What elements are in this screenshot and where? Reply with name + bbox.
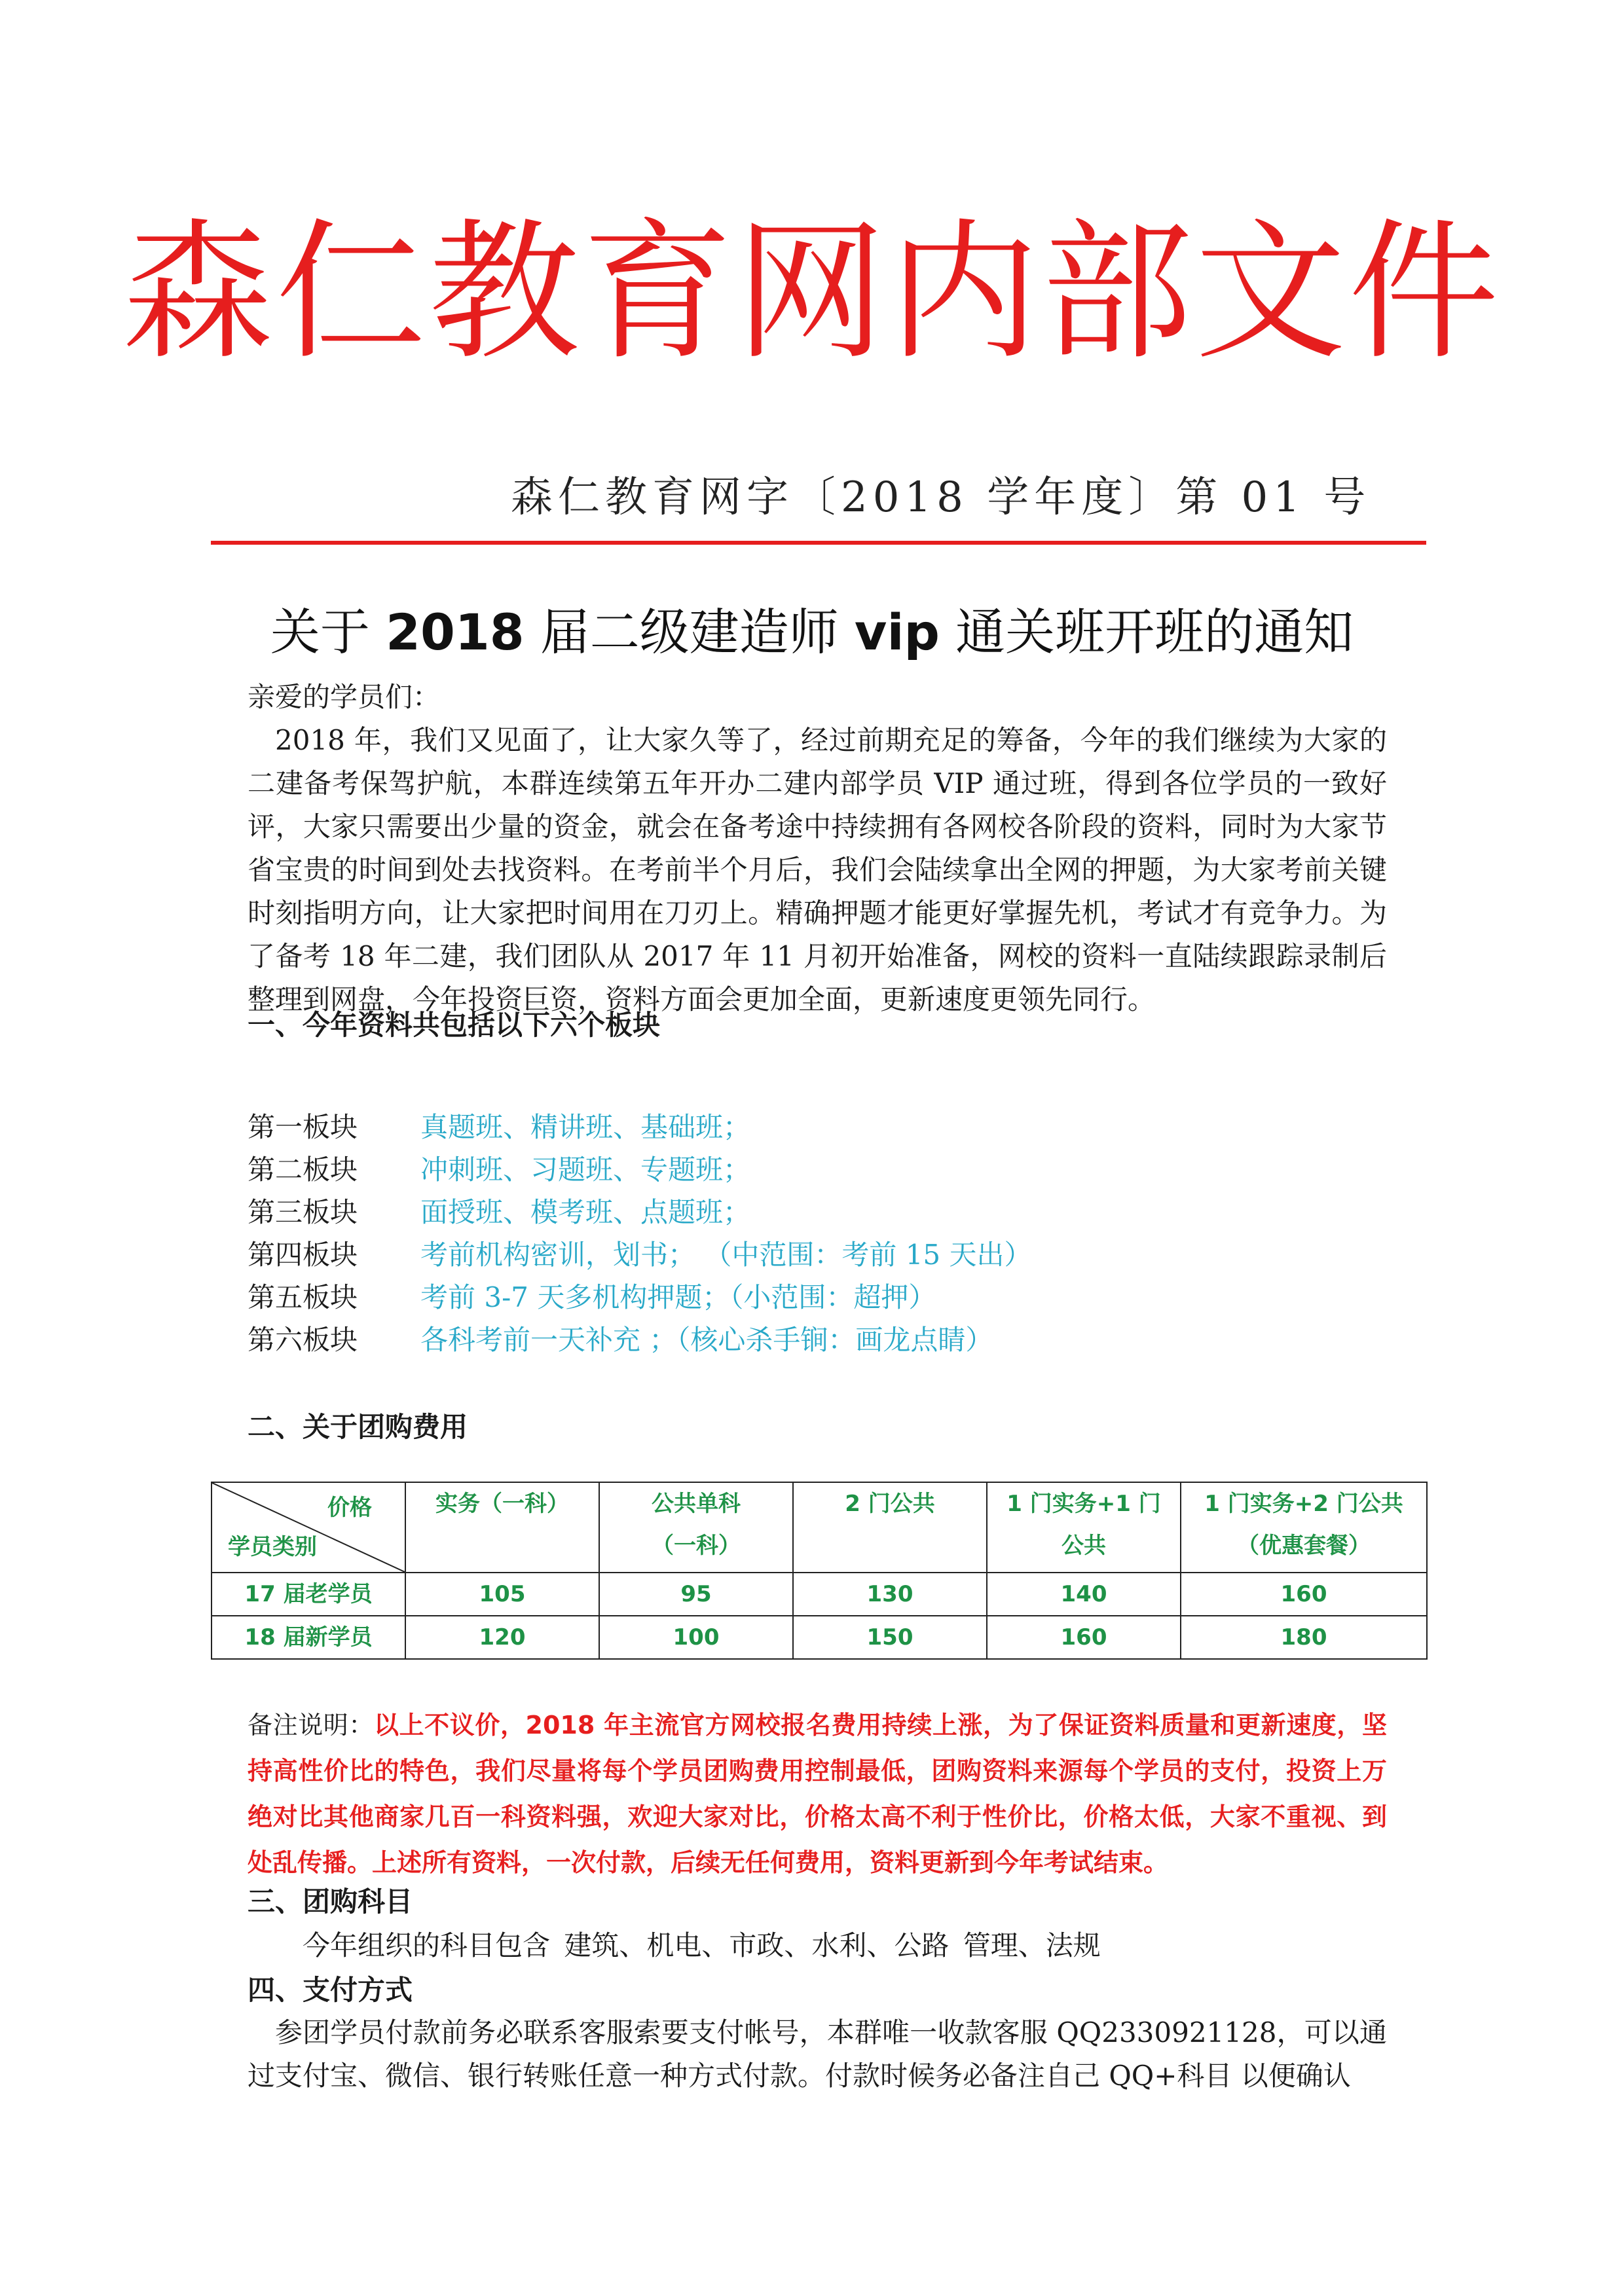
subjects-text: 今年组织的科目包含 建筑、机电、市政、水利、公路 管理、法规 xyxy=(303,1929,1101,1961)
remark-text: 以上不议价，2018 年主流官方网校报名费用持续上涨，为了保证资料质量和更新速度，坚持高性价比的特色，我们尽量将每个学员团购费用控制最低，团购资料来源每个学员的支付，投资上万绝对比其他商家几百一科资料强，欢迎大家对比，价格太高不利于性价比，价格太低，大家不重视、到处乱传播。上述所有资料，一次付款，后续无任何费用，资料更新到今年考试结束。 xyxy=(248,1711,1387,1877)
pricing-column-header xyxy=(1181,1482,1427,1573)
price-cell: 105 xyxy=(405,1573,599,1616)
column-header-line1: 1 门实务+2 门公共 xyxy=(1204,1491,1403,1517)
module-name: 第五板块 xyxy=(248,1281,358,1313)
module-name: 第四板块 xyxy=(248,1239,358,1271)
price-cell: 150 xyxy=(793,1616,987,1659)
price-cell: 130 xyxy=(793,1573,987,1616)
column-header-line2: （优惠套餐） xyxy=(1237,1533,1371,1559)
column-header-line1: 1 门实务+1 门 xyxy=(1006,1491,1161,1517)
notice-title-part: 届二级建造师 xyxy=(524,603,855,661)
module-row xyxy=(248,1321,993,1360)
remark-note xyxy=(248,1702,1387,1886)
module-description: 冲刺班、习题班、专题班； xyxy=(420,1154,751,1186)
pricing-column-header xyxy=(793,1482,987,1573)
column-header-line2: 公共 xyxy=(1061,1533,1106,1559)
pricing-table-header-row xyxy=(212,1482,1427,1573)
module-name: 第六板块 xyxy=(248,1324,358,1356)
table-row xyxy=(212,1573,1427,1616)
section-heading-payment: 四、支付方式 xyxy=(248,1974,413,2006)
document-number: 森仁教育网字〔2018 学年度〕第 01 号 xyxy=(511,473,1371,522)
price-cell: 160 xyxy=(1181,1573,1427,1616)
pricing-column-header xyxy=(987,1482,1181,1573)
document-header-title: 森仁教育网内部文件 xyxy=(122,206,1502,380)
notice-title-part: 通关班开班的通知 xyxy=(939,603,1354,661)
notice-title-vip: vip xyxy=(854,603,940,661)
module-description: 考前机构密训，划书； （中范围：考前 15 天出） xyxy=(420,1239,1032,1271)
module-name: 第三板块 xyxy=(248,1196,358,1228)
corner-label-student-type: 学员类别 xyxy=(228,1534,317,1560)
column-header-line2: （一科） xyxy=(652,1533,741,1559)
module-name: 第一板块 xyxy=(248,1111,358,1143)
notice-title-part: 关于 xyxy=(270,603,386,661)
pricing-column-header xyxy=(405,1482,599,1573)
column-header-line1: 实务（一科） xyxy=(435,1491,569,1517)
red-divider-line xyxy=(211,541,1426,545)
module-description: 考前 3-7 天多机构押题；（小范围：超押） xyxy=(420,1281,936,1313)
module-description: 真题班、精讲班、基础班； xyxy=(420,1111,751,1143)
section-heading-pricing: 二、关于团购费用 xyxy=(248,1411,468,1443)
module-row xyxy=(248,1108,750,1147)
row-label: 17 届老学员 xyxy=(212,1573,405,1616)
module-row xyxy=(248,1278,936,1317)
price-cell: 100 xyxy=(599,1616,793,1659)
module-description: 各科考前一天补充 ；（核心杀手锏：画龙点睛） xyxy=(420,1324,993,1356)
price-cell: 180 xyxy=(1181,1616,1427,1659)
pricing-table-corner-cell xyxy=(212,1482,405,1573)
column-header-line1: 公共单科 xyxy=(652,1491,741,1517)
module-description: 面授班、模考班、点题班； xyxy=(420,1196,751,1228)
payment-text: 参团学员付款前务必联系客服索要支付帐号，本群唯一收款客服 QQ2330921128，可以通过支付宝、微信、银行转账任意一种方式付款。付款时候务必备注自己 QQ+科目 以便确认 xyxy=(248,2016,1387,2092)
module-name: 第二板块 xyxy=(248,1154,358,1186)
row-label: 18 届新学员 xyxy=(212,1616,405,1659)
intro-paragraph: 2018 年，我们又见面了，让大家久等了，经过前期充足的筹备，今年的我们继续为大家的二建备考保驾护航，本群连续第五年开办二建内部学员 VIP 通过班，得到各位学员的一致好评，大家只需要出少量的资金，就会在备考途中持续拥有各网校各阶段的资料，同时为大家节省宝贵的时间到处去找资料。在考前半个月后，我们会陆续拿出全网的押题，为大家考前关键时刻指明方向，让大家把时间用在刀刃上。精确押题才能更好掌握先机，考试才有竞争力。为了备考 18 年二建，我们团队从 2017 年 11 月初开始准备，网校的资料一直陆续跟踪录制后整理到网盘，今年投资巨资，资料方面会更加全面，更新速度更领先同行。 xyxy=(248,724,1387,1015)
column-header-line1: 2 门公共 xyxy=(845,1491,935,1517)
notice-title xyxy=(0,601,1624,664)
price-cell: 120 xyxy=(405,1616,599,1659)
pricing-table xyxy=(211,1482,1428,1660)
price-cell: 160 xyxy=(987,1616,1181,1659)
price-cell: 95 xyxy=(599,1573,793,1616)
greeting: 亲爱的学员们： xyxy=(248,681,441,713)
remark-label: 备注说明： xyxy=(248,1711,374,1740)
price-cell: 140 xyxy=(987,1573,1181,1616)
notice-title-year: 2018 xyxy=(386,603,525,661)
module-row xyxy=(248,1193,750,1232)
section-heading-subjects: 三、团购科目 xyxy=(248,1886,413,1918)
module-row xyxy=(248,1235,1032,1275)
pricing-column-header xyxy=(599,1482,793,1573)
table-row xyxy=(212,1616,1427,1659)
section-heading-modules: 一、今年资料共包括以下六个板块 xyxy=(248,1009,661,1041)
corner-label-price: 价格 xyxy=(327,1495,372,1521)
module-row xyxy=(248,1150,750,1190)
